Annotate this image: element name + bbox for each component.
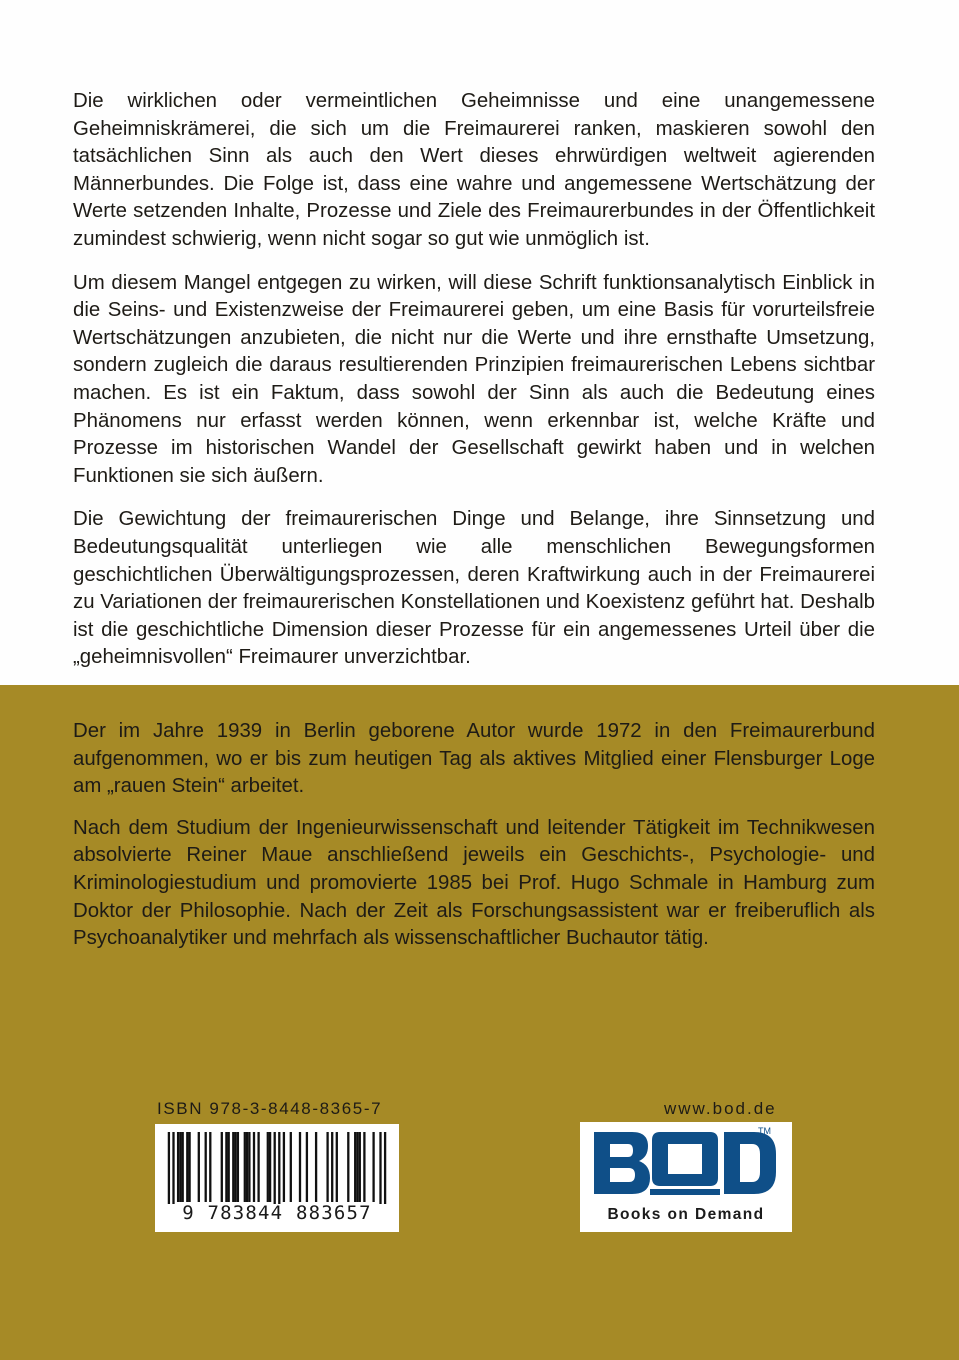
barcode-bar	[257, 1132, 259, 1202]
barcode-bar	[278, 1132, 280, 1204]
barcode-bar	[356, 1132, 358, 1202]
bod-logo	[580, 1122, 792, 1232]
barcode-bars	[155, 1124, 399, 1204]
barcode-bar	[168, 1132, 170, 1204]
barcode-bar	[232, 1132, 234, 1202]
barcode-bar	[182, 1132, 184, 1202]
barcode-bar	[336, 1132, 338, 1202]
bod-letters-graphic	[590, 1128, 780, 1198]
barcode-bar	[228, 1132, 230, 1202]
barcode-bar	[188, 1132, 190, 1202]
barcode-bar	[269, 1132, 271, 1202]
barcode-bar	[283, 1132, 285, 1202]
barcode-bar	[363, 1132, 365, 1202]
author-paragraph-1: Der im Jahre 1939 in Berlin geborene Autor wurde 1972 in den Freimaurerbund aufgenommen, wo er bis zum heutigen Tag als aktives Mitglied einer Flensburger Loge am „rauen Stein“ arbeitet.	[73, 720, 875, 798]
barcode-bar	[384, 1132, 386, 1204]
barcode-bar	[205, 1132, 207, 1202]
author-text	[73, 718, 875, 953]
barcode-bar	[379, 1132, 381, 1204]
barcode-bar	[347, 1132, 349, 1202]
bod-subtitle: Books on Demand	[607, 1206, 765, 1223]
barcode-bar	[359, 1132, 361, 1202]
barcode-bar	[306, 1132, 308, 1202]
bod-trademark: TM	[758, 1126, 771, 1136]
description-paragraph-3: Die Gewichtung der freimaurerischen Dinge und Belange, ihre Sinnsetzung und Bedeutungsqualität unterliegen wie alle menschlichen Bewegungsformen geschichtlichen Überwältigungsprozessen, deren Kraftwirkung auch in der Freimaurerei zu Variationen der freimaurerischen Konstellationen und Koexistenz geführt hat. Deshalb ist die geschichtliche Dimension dieser Prozesse für ein angemessenes Urteil über die „geheimnisvollen“ Freimaurer unverzichtbar.	[73, 508, 875, 669]
barcode-bar	[248, 1132, 250, 1202]
barcode-bar	[234, 1132, 236, 1202]
barcode-bar	[177, 1132, 179, 1202]
barcode-bar	[246, 1132, 248, 1202]
barcode-bar	[198, 1132, 200, 1202]
author-paragraph-2: Nach dem Studium der Ingenieurwissenschaft und leitender Tätigkeit im Technikwesen absolvierte Reiner Maue anschließend jeweils ein Geschichts-, Psychologie- und Kriminologiestudium und promovierte 1985 bei Prof. Hugo Schmale in Hamburg zum Doktor der Philosophie. Nach der Zeit als Forschungsassistent war er freiberuflich als Psychoanalytiker und mehrfach als wissenschaftlicher Buchautor tätig.	[73, 816, 875, 950]
author-section	[0, 685, 959, 1360]
barcode-bar	[299, 1132, 301, 1202]
barcode-bar	[172, 1132, 174, 1204]
isbn-label: ISBN 978-3-8448-8365-7	[157, 1099, 383, 1118]
description-paragraph-2: Um diesem Mangel entgegen zu wirken, will diese Schrift funktionsanalytisch Einblick in die Seins- und Existenzweise der Freimaurerei geben, um eine Basis für vorurteilsfreie Wertschätzungen anzubieten, die nicht nur die Werte und ihre ernsthafte Umsetzung, sondern zugleich die daraus resultierenden Prinzipien freimaurerischen Lebens sichtbar machen. Es ist ein Faktum, dass sowohl der Sinn als auch die Bedeutung eines Phänomens nur erfasst werden können, wenn erkennbar ist, welche Kräfte und Prozesse im historischen Wandel der Gesellschaft gewirkt haben und in welchen Funktionen sie sich äußern.	[73, 271, 875, 487]
barcode-bar	[354, 1132, 356, 1202]
description-paragraph-1: Die wirklichen oder vermeintlichen Geheimnisse und eine unangemessene Geheimniskrämerei, die sich um die Freimaurerei ranken, maskieren sowohl den tatsächlichen Sinn als auch den Wert dieses ehrwürdigen weltweit agierenden Männerbundes. Die Folge ist, dass eine wahre und angemessene Wertschätzung der Werte setzenden Inhalte, Prozesse und Ziele des Freimaurerbundes in der Öffentlichkeit zumindest schwierig, wenn nicht sogar so gut wie unmöglich ist.	[73, 90, 875, 250]
isbn-barcode	[155, 1124, 399, 1232]
barcode-bar	[186, 1132, 188, 1202]
barcode-bar	[331, 1132, 333, 1202]
barcode-bar	[274, 1132, 276, 1204]
barcode-bar	[326, 1132, 328, 1202]
barcode-bar	[315, 1132, 317, 1202]
barcode-bar	[372, 1132, 374, 1202]
barcode-bar	[221, 1132, 223, 1202]
barcode-bar	[179, 1132, 181, 1202]
barcode-bar	[209, 1132, 211, 1202]
description-text	[73, 88, 875, 672]
publisher-url: www.bod.de	[664, 1099, 777, 1118]
barcode-bar	[237, 1132, 239, 1202]
barcode-bar	[267, 1132, 269, 1202]
barcode-bar	[290, 1132, 292, 1202]
barcode-bar	[244, 1132, 246, 1202]
barcode-bar	[225, 1132, 227, 1202]
barcode-digits: 9 783844 883657	[182, 1202, 372, 1224]
barcode-bar	[253, 1132, 255, 1202]
